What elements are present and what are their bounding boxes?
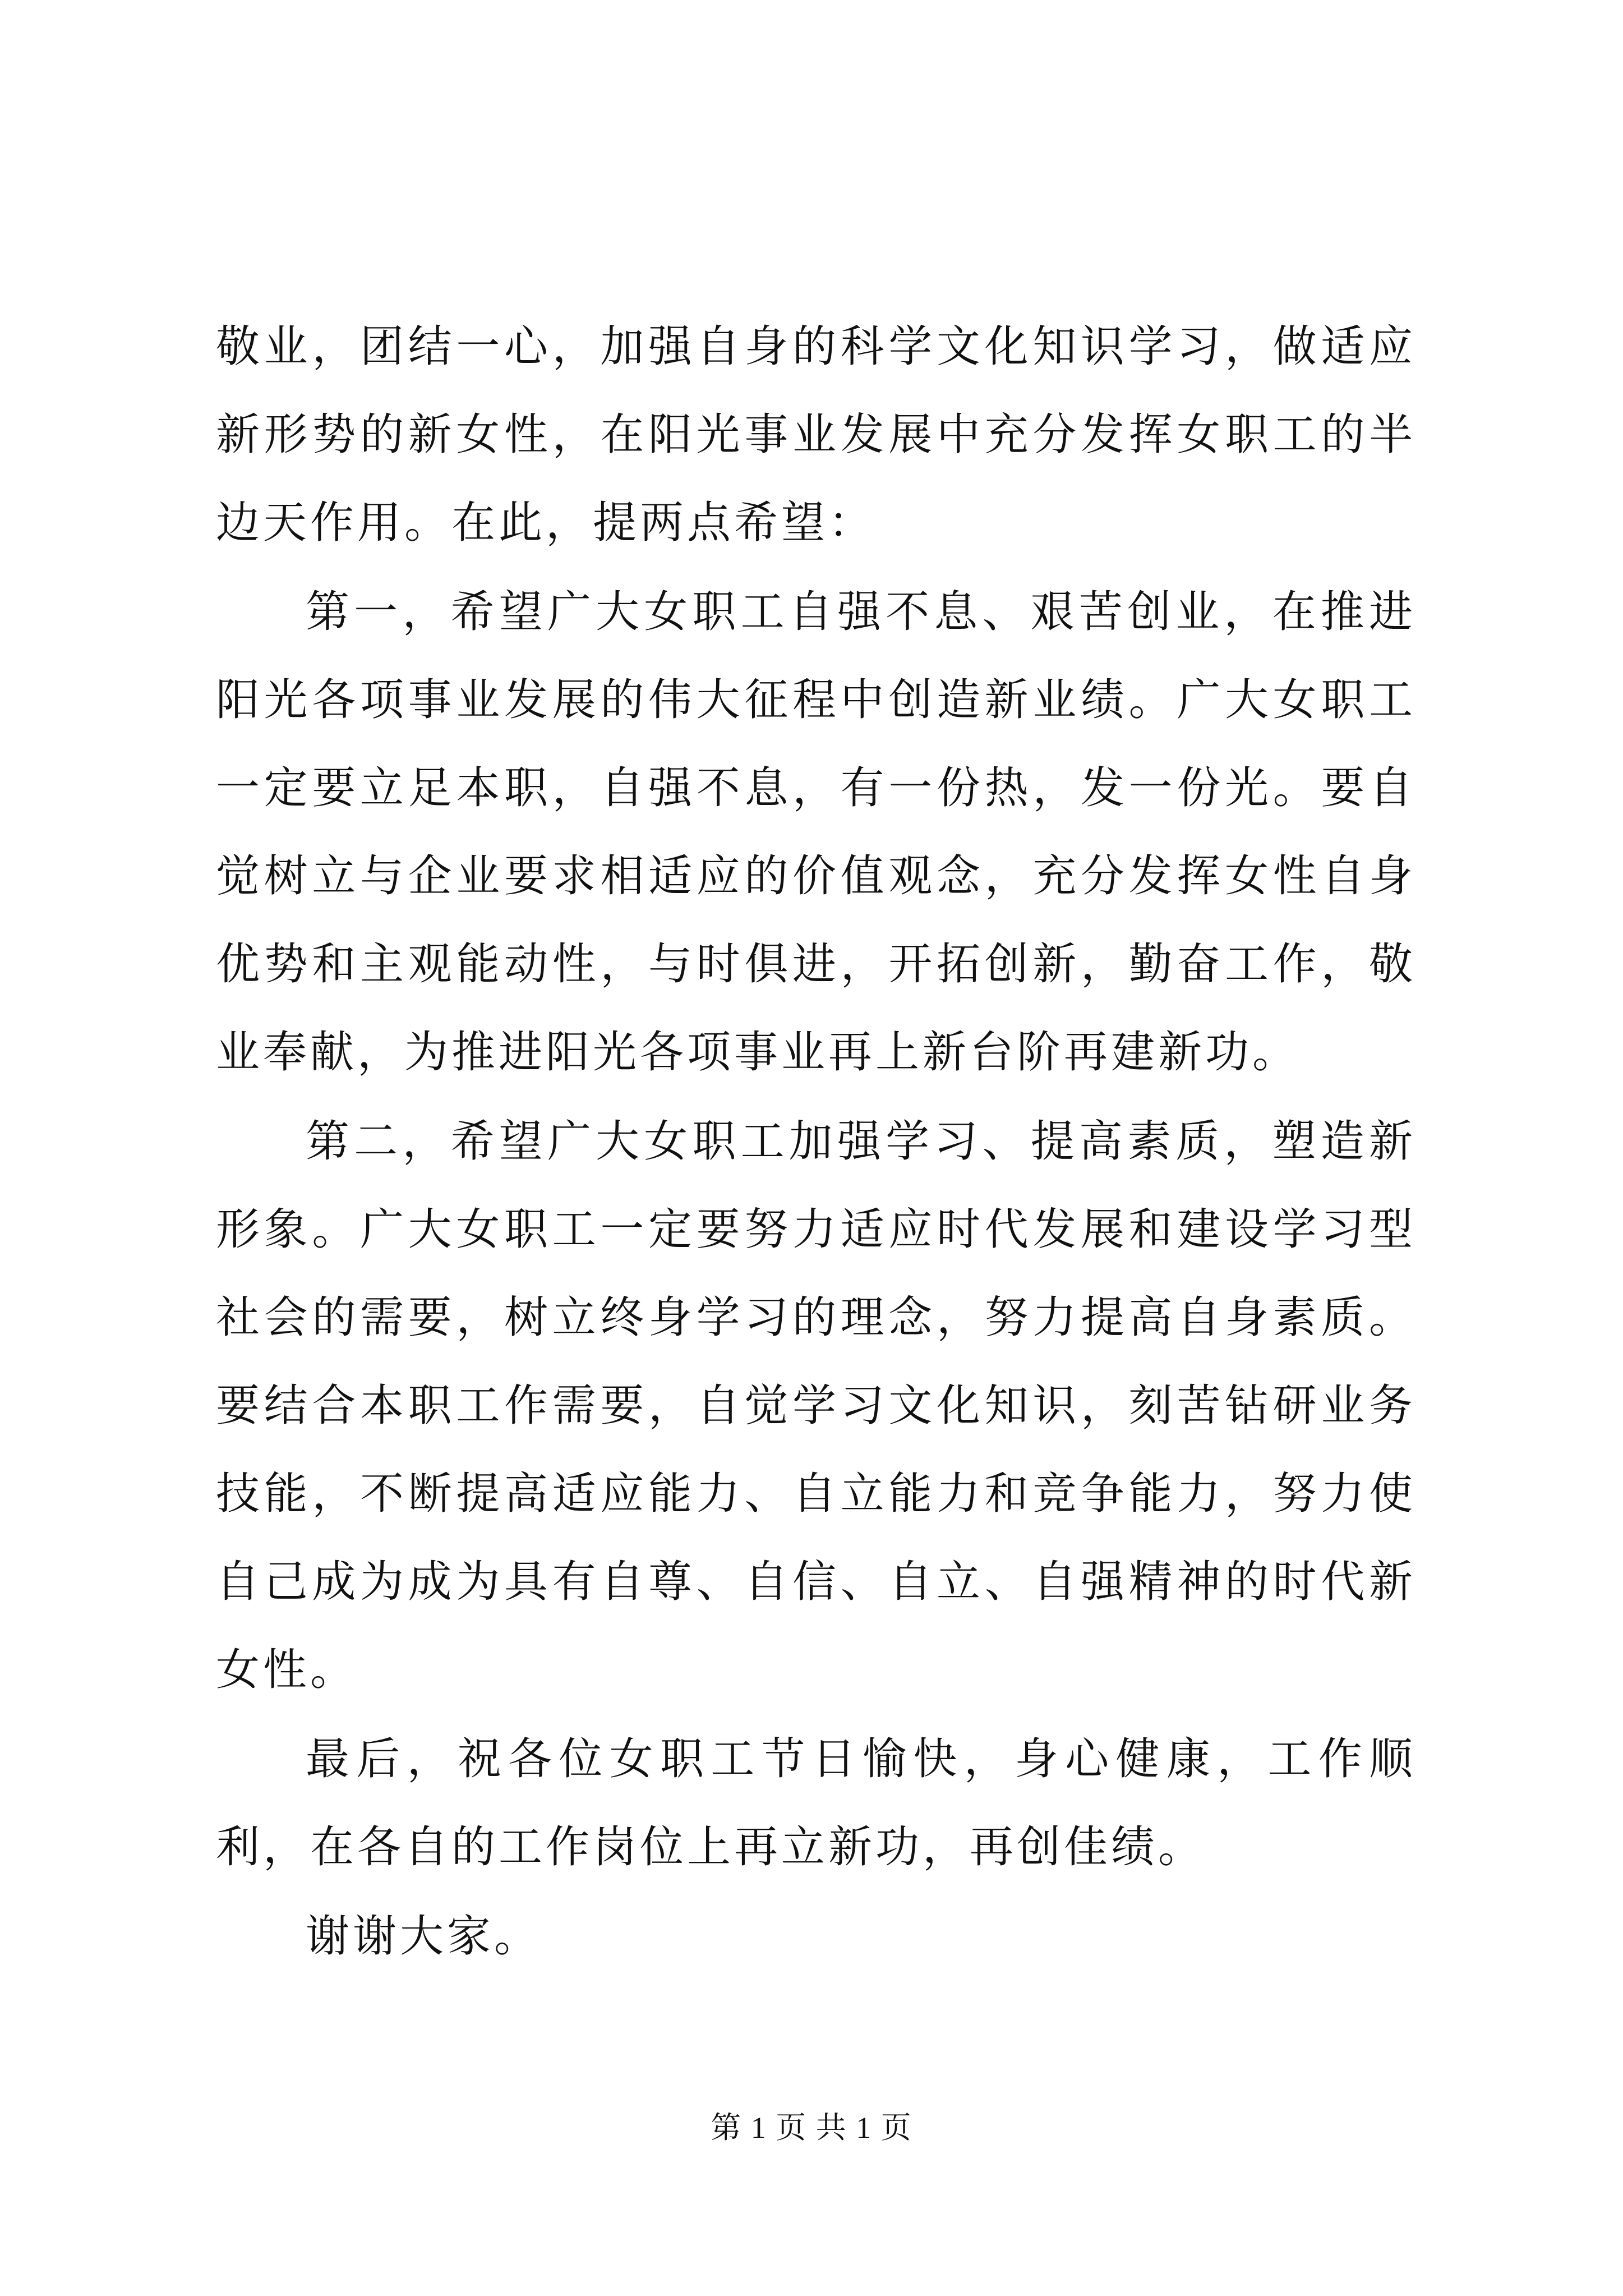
paragraph-continued: 敬业，团结一心，加强自身的科学文化知识学习，做适应新形势的新女性，在阳光事业发展中充分发挥女职工的半边天作用。在此，提两点希望： bbox=[216, 321, 1416, 548]
page-number-footer: 第 1 页 共 1 页 bbox=[711, 2111, 912, 2145]
paragraph-first-hope: 第一，希望广大女职工自强不息、艰苦创业，在推进阳光各项事业发展的伟大征程中创造新业绩。广大女职工一定要立足本职，自强不息，有一份热，发一份光。要自觉树立与企业要求相适应的价值观念，充分发挥女性自身优势和主观能动性，与时俱进，开拓创新，勤奋工作，敬业奉献，为推进阳光各项事业再上新台阶再建新功。 bbox=[216, 587, 1416, 1078]
paragraph-closing-wishes: 最后，祝各位女职工节日愉快，身心健康，工作顺利，在各自的工作岗位上再立新功，再创佳绩。 bbox=[216, 1734, 1416, 1872]
paragraph-second-hope: 第二，希望广大女职工加强学习、提高素质，塑造新形象。广大女职工一定要努力适应时代发展和建设学习型社会的需要，树立终身学习的理念，努力提高自身素质。要结合本职工作需要，自觉学习文化知识，刻苦钻研业务技能，不断提高适应能力、自立能力和竞争能力，努力使自己成为成为具有自尊、自信、自立、自强精神的时代新女性。 bbox=[216, 1116, 1416, 1695]
document-body bbox=[216, 303, 1416, 1982]
paragraph-thanks: 谢谢大家。 bbox=[306, 1911, 542, 1962]
